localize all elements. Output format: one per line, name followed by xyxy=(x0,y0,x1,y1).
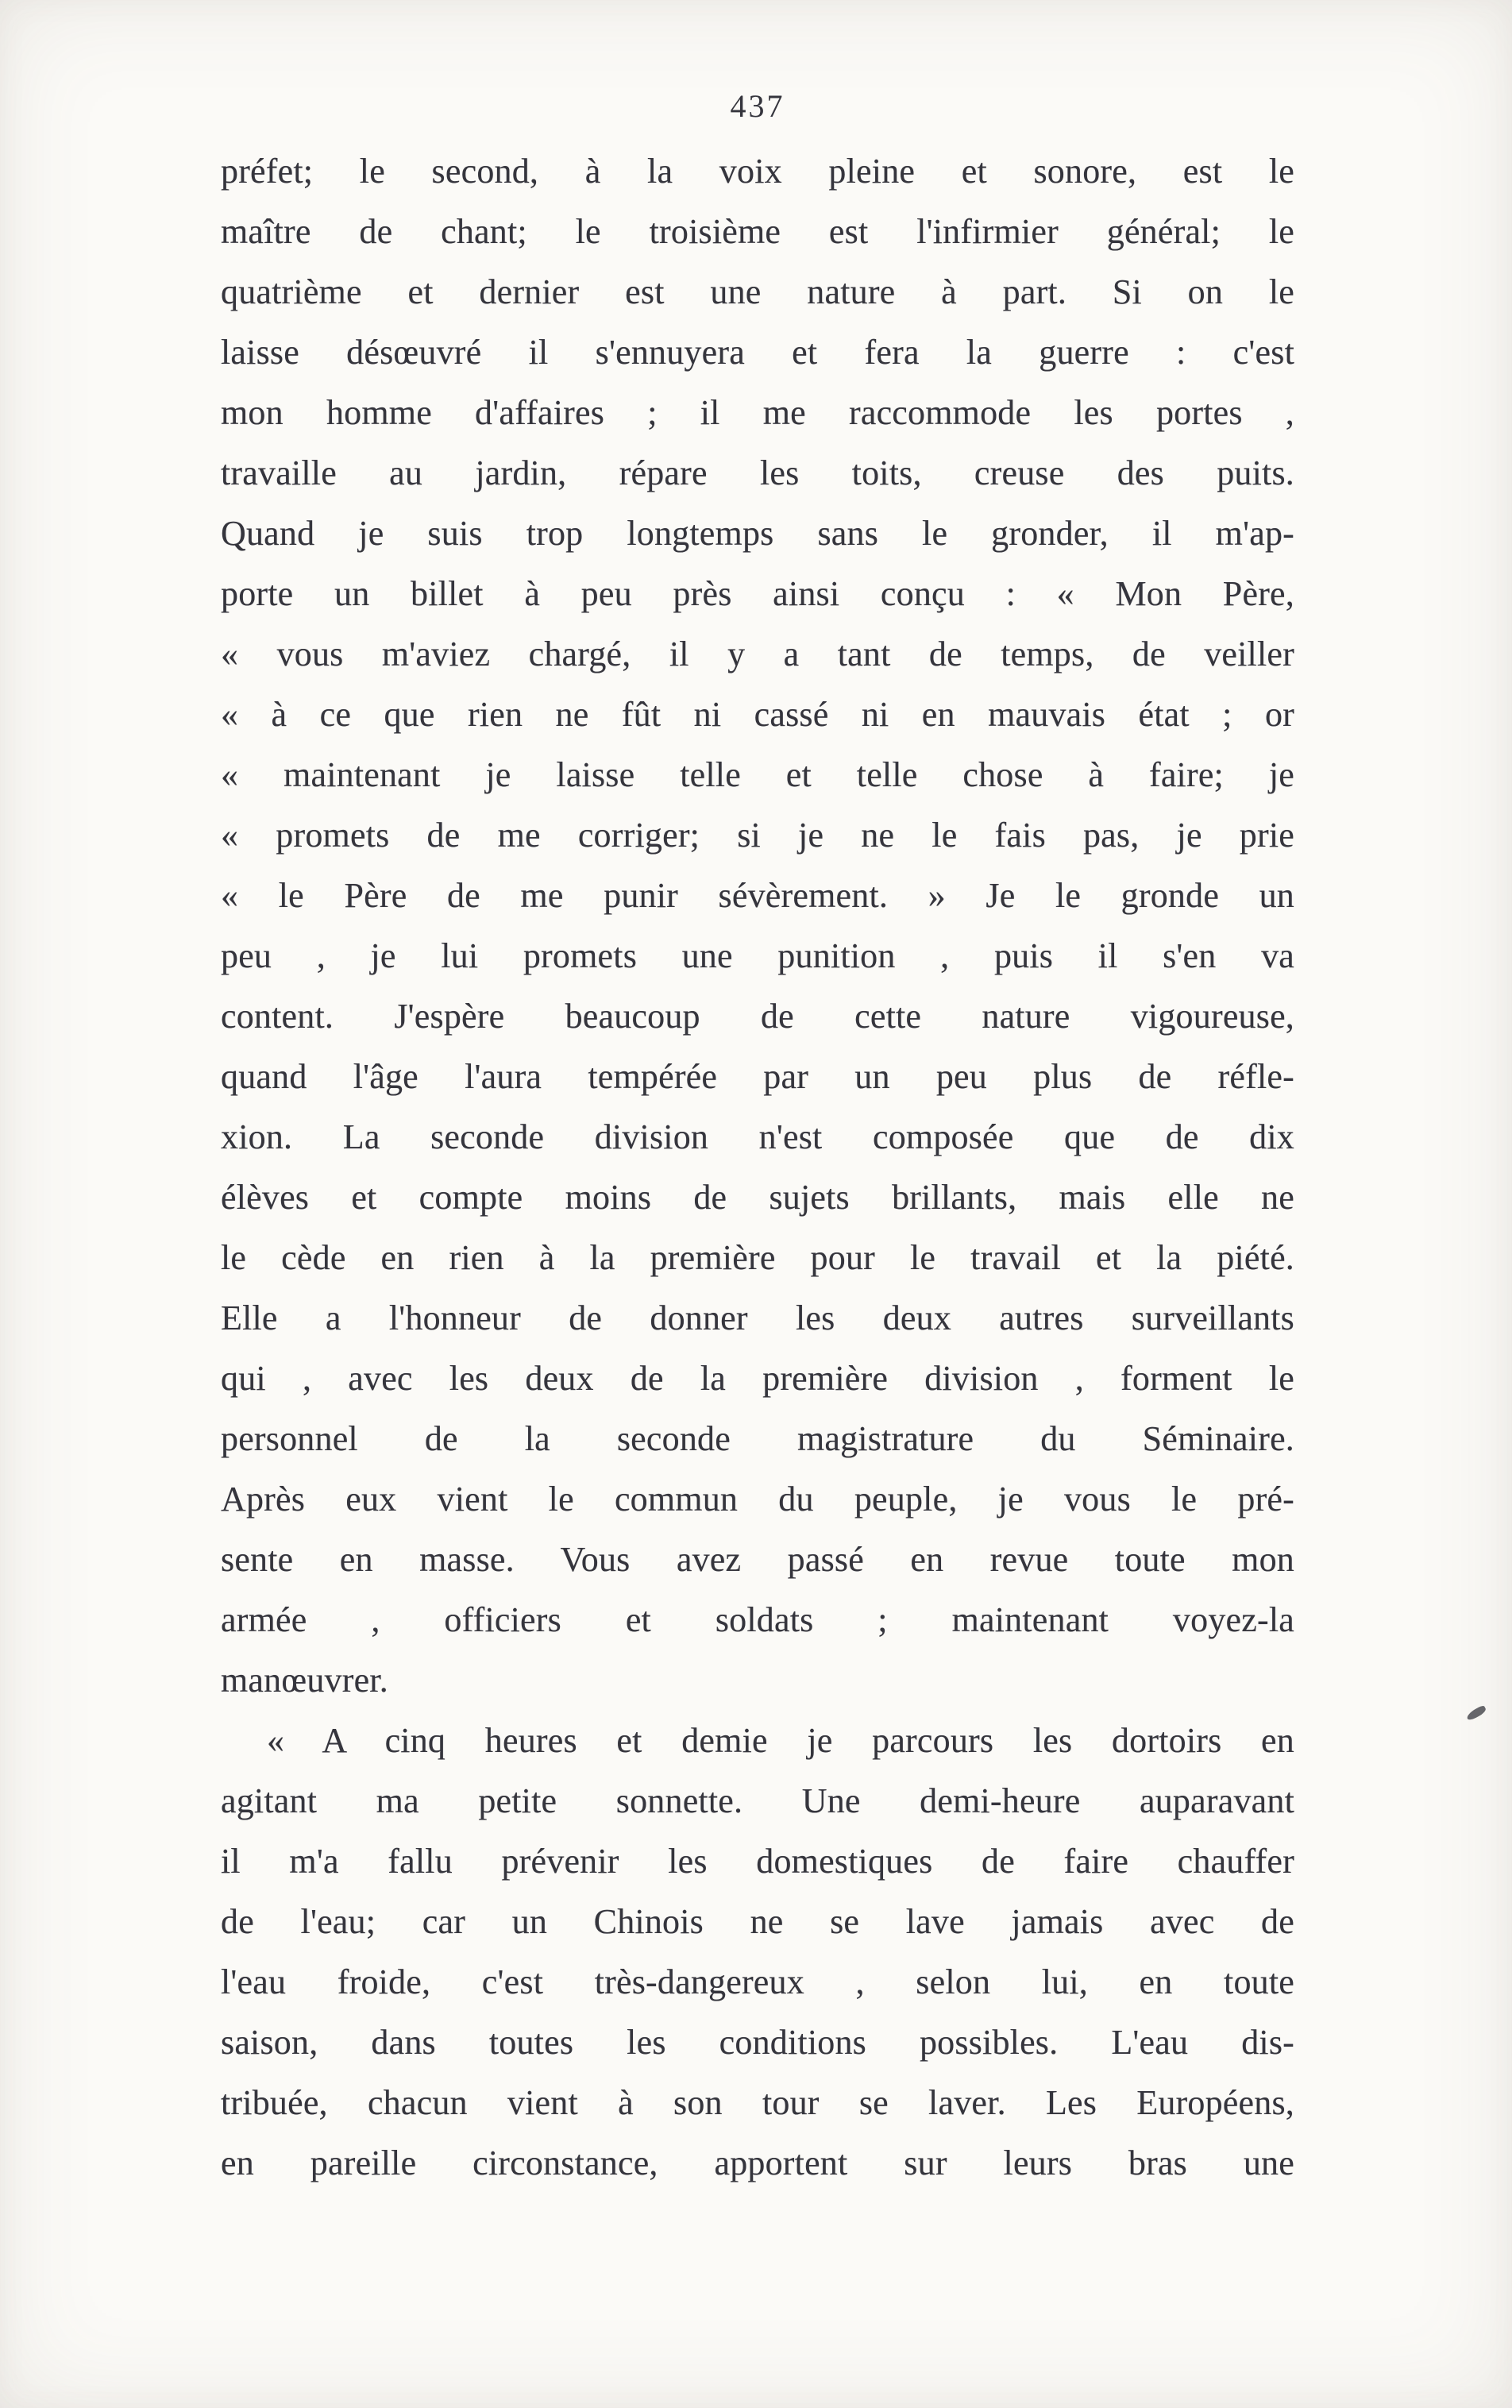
text-line: mon homme d'affaires ; il me raccommode les portes , xyxy=(221,393,1294,432)
paragraph xyxy=(221,141,1294,1711)
text-line: content. J'espère beaucoup de cette nature vigoureuse, xyxy=(221,997,1294,1036)
text-line: préfet; le second, à la voix pleine et sonore, est le xyxy=(221,152,1294,191)
text-line: manœuvrer. xyxy=(221,1661,388,1700)
text-line: porte un billet à peu près ainsi conçu : « Mon Père, xyxy=(221,574,1294,613)
text-line: laisse désœuvré il s'ennuyera et fera la guerre : c'est xyxy=(221,333,1294,372)
text-line: tribuée, chacun vient à son tour se laver. Les Européens, xyxy=(221,2083,1294,2122)
text-line: « maintenant je laisse telle et telle chose à faire; je xyxy=(221,755,1294,794)
text-line: maître de chant; le troisième est l'infirmier général; le xyxy=(221,212,1294,251)
text-line: quand l'âge l'aura tempérée par un peu plus de réfle- xyxy=(221,1057,1294,1096)
text-line: quatrième et dernier est une nature à part. Si on le xyxy=(221,272,1294,311)
text-line: l'eau froide, c'est très-dangereux , selon lui, en toute xyxy=(221,1962,1294,2001)
text-line: sente en masse. Vous avez passé en revue toute mon xyxy=(221,1540,1294,1579)
text-line: armée , officiers et soldats ; maintenant voyez-la xyxy=(221,1600,1294,1639)
ink-speck xyxy=(1465,1704,1487,1721)
text-line: « à ce que rien ne fût ni cassé ni en mauvais état ; or xyxy=(221,695,1294,734)
text-line: peu , je lui promets une punition , puis il s'en va xyxy=(221,936,1294,975)
text-line: « vous m'aviez chargé, il y a tant de temps, de veiller xyxy=(221,635,1294,673)
text-line: saison, dans toutes les conditions possibles. L'eau dis- xyxy=(221,2023,1294,2062)
text-line: de l'eau; car un Chinois ne se lave jamais avec de xyxy=(221,1902,1294,1941)
text-line: élèves et compte moins de sujets brillants, mais elle ne xyxy=(221,1178,1294,1217)
text-line: Après eux vient le commun du peuple, je vous le pré- xyxy=(221,1480,1294,1519)
text-line: « le Père de me punir sévèrement. » Je le gronde un xyxy=(221,876,1294,915)
text-line: Quand je suis trop longtemps sans le gronder, il m'ap- xyxy=(221,514,1294,553)
text-line: agitant ma petite sonnette. Une demi-heure auparavant xyxy=(221,1781,1294,1820)
text-block xyxy=(221,141,1294,2194)
text-line: le cède en rien à la première pour le travail et la piété. xyxy=(221,1238,1294,1277)
text-line: en pareille circonstance, apportent sur leurs bras une xyxy=(221,2144,1294,2182)
text-line: « promets de me corriger; si je ne le fais pas, je prie xyxy=(221,816,1294,855)
text-line: « A cinq heures et demie je parcours les dortoirs en xyxy=(267,1721,1294,1760)
text-line: il m'a fallu prévenir les domestiques de faire chauffer xyxy=(221,1842,1294,1881)
text-line: travaille au jardin, répare les toits, creuse des puits. xyxy=(221,453,1294,492)
page-number: 437 xyxy=(730,88,785,124)
text-line: Elle a l'honneur de donner les deux autres surveillants xyxy=(221,1299,1294,1337)
text-line: xion. La seconde division n'est composée que de dix xyxy=(221,1117,1294,1156)
text-line: personnel de la seconde magistrature du Séminaire. xyxy=(221,1419,1294,1458)
text-line: qui , avec les deux de la première division , forment le xyxy=(221,1359,1294,1398)
paragraph xyxy=(221,1711,1294,2194)
